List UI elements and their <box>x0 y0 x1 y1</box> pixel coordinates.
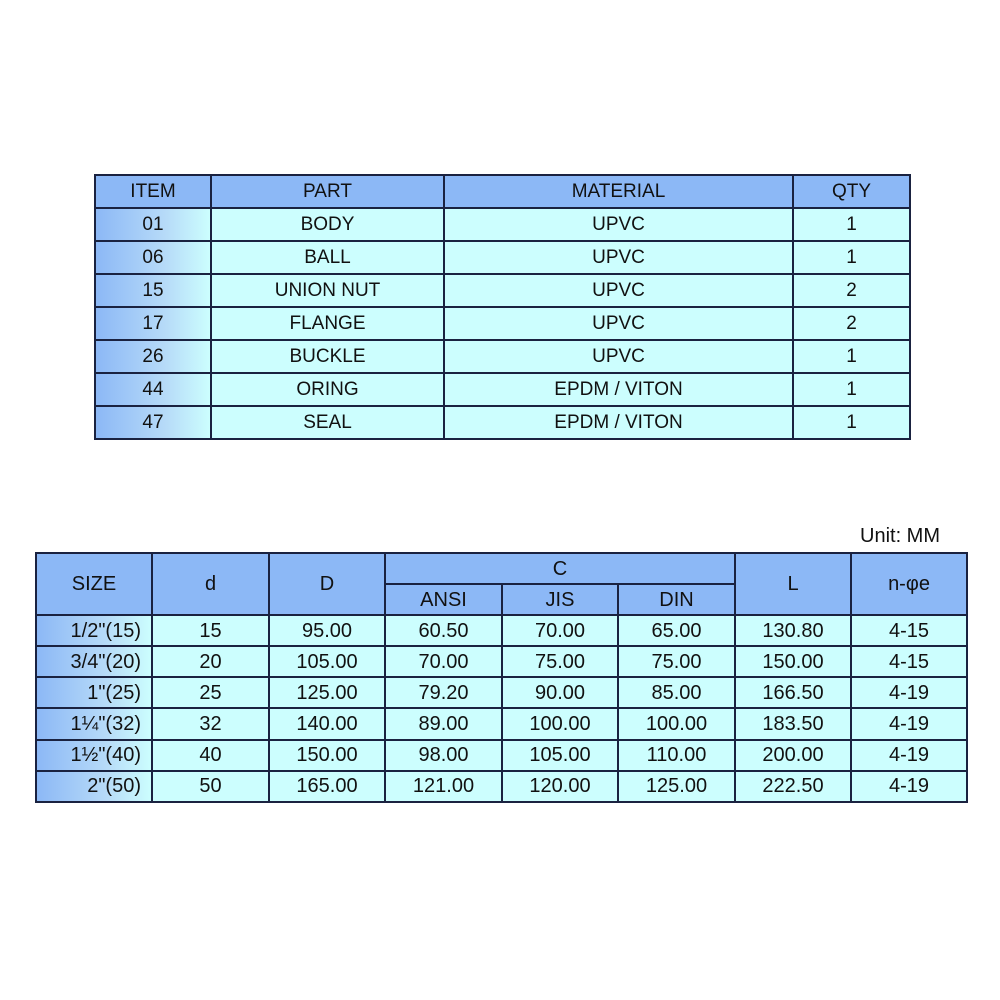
part-cell: FLANGE <box>211 307 444 340</box>
ansi-cell: 98.00 <box>385 740 502 771</box>
jis-cell: 100.00 <box>502 708 618 739</box>
jis-cell: 70.00 <box>502 615 618 646</box>
part-cell: ORING <box>211 373 444 406</box>
D-cell: 150.00 <box>269 740 385 771</box>
parts-table <box>94 174 911 440</box>
din-cell: 75.00 <box>618 646 735 677</box>
size-cell: 1½"(40) <box>36 740 152 771</box>
table-row <box>95 406 910 439</box>
table-row <box>95 307 910 340</box>
D-cell: 125.00 <box>269 677 385 708</box>
L-cell: 200.00 <box>735 740 851 771</box>
n-phi-e-cell: 4-19 <box>851 708 967 739</box>
table-row <box>36 646 967 677</box>
qty-cell: 1 <box>793 340 910 373</box>
L-cell: 222.50 <box>735 771 851 802</box>
part-cell: SEAL <box>211 406 444 439</box>
d-cell: 50 <box>152 771 269 802</box>
part-cell: BUCKLE <box>211 340 444 373</box>
d-cell: 40 <box>152 740 269 771</box>
qty-cell: 1 <box>793 406 910 439</box>
dims-header-D: D <box>269 553 385 615</box>
ansi-cell: 79.20 <box>385 677 502 708</box>
d-cell: 25 <box>152 677 269 708</box>
parts-header-qty: QTY <box>793 175 910 208</box>
ansi-cell: 121.00 <box>385 771 502 802</box>
dims-header-L: L <box>735 553 851 615</box>
table-row <box>36 708 967 739</box>
size-cell: 1/2"(15) <box>36 615 152 646</box>
qty-cell: 1 <box>793 373 910 406</box>
table-row <box>36 771 967 802</box>
part-cell: UNION NUT <box>211 274 444 307</box>
part-cell: BALL <box>211 241 444 274</box>
item-cell: 26 <box>95 340 211 373</box>
ansi-cell: 60.50 <box>385 615 502 646</box>
material-cell: UPVC <box>444 241 793 274</box>
dims-header-din: DIN <box>618 584 735 615</box>
table-row <box>36 740 967 771</box>
n-phi-e-cell: 4-15 <box>851 615 967 646</box>
size-cell: 1¼"(32) <box>36 708 152 739</box>
dims-header-c: C <box>385 553 735 584</box>
parts-header-part: PART <box>211 175 444 208</box>
material-cell: UPVC <box>444 340 793 373</box>
item-cell: 06 <box>95 241 211 274</box>
D-cell: 105.00 <box>269 646 385 677</box>
L-cell: 183.50 <box>735 708 851 739</box>
dims-header-d: d <box>152 553 269 615</box>
item-cell: 01 <box>95 208 211 241</box>
table-row <box>95 340 910 373</box>
material-cell: EPDM / VITON <box>444 406 793 439</box>
D-cell: 95.00 <box>269 615 385 646</box>
table-row <box>95 373 910 406</box>
size-cell: 3/4"(20) <box>36 646 152 677</box>
jis-cell: 75.00 <box>502 646 618 677</box>
L-cell: 130.80 <box>735 615 851 646</box>
item-cell: 47 <box>95 406 211 439</box>
d-cell: 20 <box>152 646 269 677</box>
D-cell: 140.00 <box>269 708 385 739</box>
din-cell: 110.00 <box>618 740 735 771</box>
din-cell: 125.00 <box>618 771 735 802</box>
qty-cell: 1 <box>793 241 910 274</box>
D-cell: 165.00 <box>269 771 385 802</box>
unit-label: Unit: MM <box>860 525 940 547</box>
dims-header-size: SIZE <box>36 553 152 615</box>
item-cell: 44 <box>95 373 211 406</box>
dims-header-jis: JIS <box>502 584 618 615</box>
L-cell: 166.50 <box>735 677 851 708</box>
qty-cell: 1 <box>793 208 910 241</box>
jis-cell: 120.00 <box>502 771 618 802</box>
L-cell: 150.00 <box>735 646 851 677</box>
dims-header-row-1 <box>36 553 967 584</box>
material-cell: UPVC <box>444 307 793 340</box>
part-cell: BODY <box>211 208 444 241</box>
jis-cell: 105.00 <box>502 740 618 771</box>
parts-header-item: ITEM <box>95 175 211 208</box>
table-row <box>36 615 967 646</box>
d-cell: 15 <box>152 615 269 646</box>
din-cell: 85.00 <box>618 677 735 708</box>
table-row <box>95 274 910 307</box>
item-cell: 17 <box>95 307 211 340</box>
din-cell: 65.00 <box>618 615 735 646</box>
material-cell: UPVC <box>444 208 793 241</box>
n-phi-e-cell: 4-19 <box>851 740 967 771</box>
n-phi-e-cell: 4-15 <box>851 646 967 677</box>
jis-cell: 90.00 <box>502 677 618 708</box>
table-row <box>95 208 910 241</box>
size-cell: 2"(50) <box>36 771 152 802</box>
table-row <box>36 677 967 708</box>
dimensions-table <box>35 552 968 803</box>
material-cell: EPDM / VITON <box>444 373 793 406</box>
din-cell: 100.00 <box>618 708 735 739</box>
material-cell: UPVC <box>444 274 793 307</box>
ansi-cell: 70.00 <box>385 646 502 677</box>
dims-header-n-phi-e: n-φe <box>851 553 967 615</box>
qty-cell: 2 <box>793 274 910 307</box>
ansi-cell: 89.00 <box>385 708 502 739</box>
d-cell: 32 <box>152 708 269 739</box>
parts-header-material: MATERIAL <box>444 175 793 208</box>
table-row <box>95 241 910 274</box>
dims-header-ansi: ANSI <box>385 584 502 615</box>
qty-cell: 2 <box>793 307 910 340</box>
size-cell: 1"(25) <box>36 677 152 708</box>
n-phi-e-cell: 4-19 <box>851 771 967 802</box>
n-phi-e-cell: 4-19 <box>851 677 967 708</box>
parts-header-row <box>95 175 910 208</box>
item-cell: 15 <box>95 274 211 307</box>
